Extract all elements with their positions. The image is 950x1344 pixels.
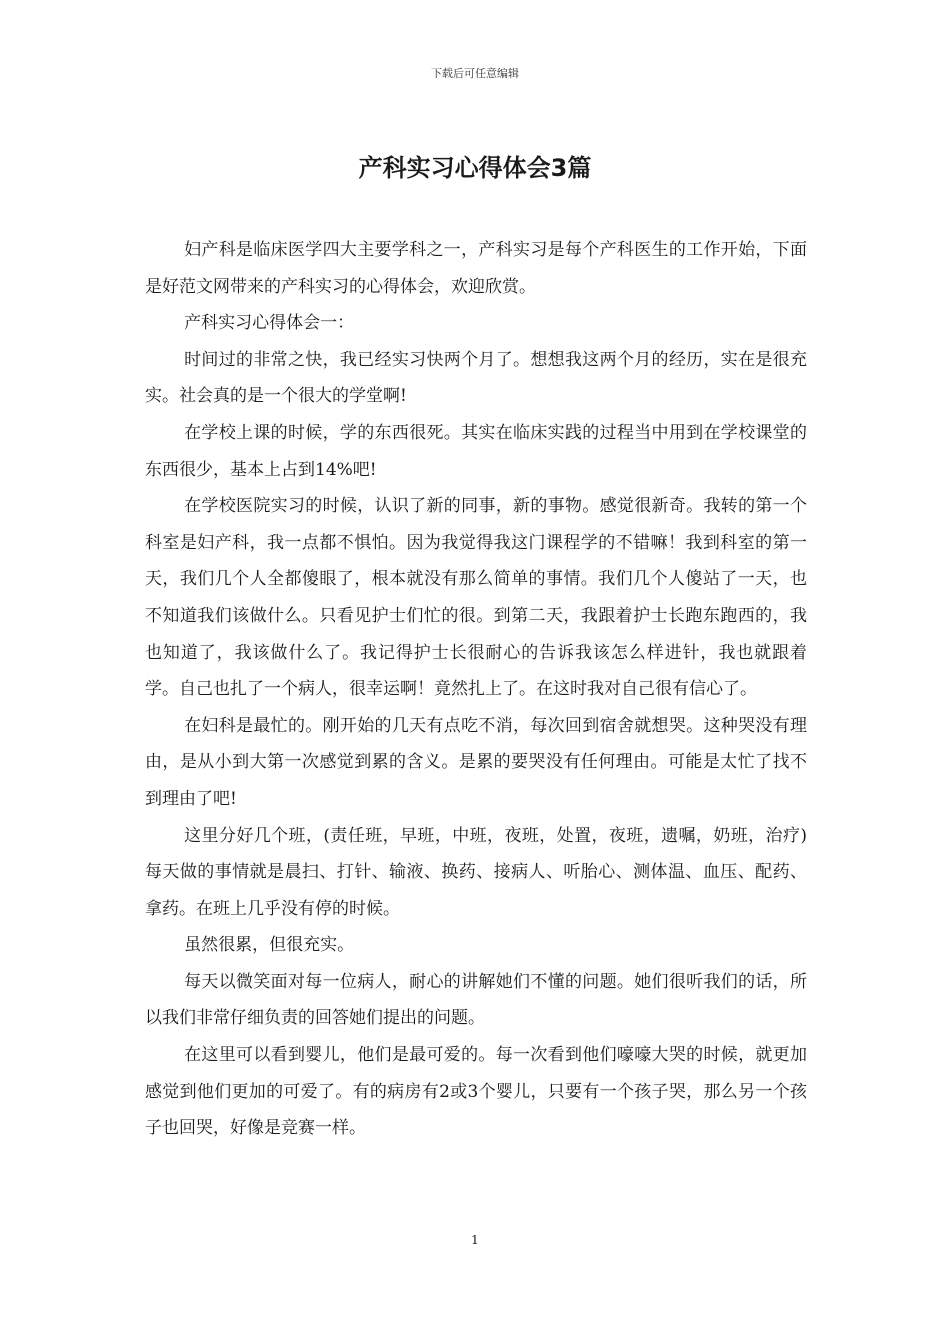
document-body [145, 232, 807, 1147]
document-title: 产科实习心得体会3篇 [358, 154, 592, 182]
paragraph: 每天以微笑面对每一位病人，耐心的讲解她们不懂的问题。她们很听我们的话，所以我们非常仔细负责的回答她们提出的问题。 [145, 971, 807, 1029]
paragraph: 在妇科是最忙的。刚开始的几天有点吃不消，每次回到宿舍就想哭。这种哭没有理由，是从小到大第一次感觉到累的含义。是累的要哭没有任何理由。可能是太忙了找不到理由了吧! [145, 715, 807, 809]
paragraph: 在学校医院实习的时候，认识了新的同事，新的事物。感觉很新奇。我转的第一个科室是妇产科，我一点都不惧怕。因为我觉得我这门课程学的不错嘛！我到科室的第一天，我们几个人全都傻眼了，根本就没有那么简单的事情。我们几个人傻站了一天，也不知道我们该做什么。只看见护士们忙的很。到第二天，我跟着护士长跑东跑西的，我也知道了，我该做什么了。我记得护士长很耐心的告诉我该怎么样进针，我也就跟着学。自己也扎了一个病人，很幸运啊！竟然扎上了。在这时我对自己很有信心了。 [145, 496, 807, 700]
paragraph: 时间过的非常之快，我已经实习快两个月了。想想我这两个月的经历，实在是很充实。社会真的是一个很大的学堂啊! [145, 349, 807, 407]
paragraph: 产科实习心得体会一： [184, 313, 355, 334]
paragraph: 在学校上课的时候，学的东西很死。其实在临床实践的过程当中用到在学校课堂的东西很少，基本上占到14%吧! [145, 422, 807, 480]
paragraph: 妇产科是临床医学四大主要学科之一，产科实习是每个产科医生的工作开始，下面是好范文网带来的产科实习的心得体会，欢迎欣赏。 [145, 240, 807, 297]
header-note: 下载后可任意编辑 [431, 67, 519, 80]
paragraph: 虽然很累，但很充实。 [184, 935, 355, 956]
page-number: 1 [471, 1233, 479, 1247]
paragraph: 这里分好几个班，(责任班，早班，中班，夜班，处置，夜班，遗嘱，奶班，治疗)每天做的事情就是晨扫、打针、输液、换药、接病人、听胎心、测体温、血压、配药、拿药。在班上几乎没有停的时候。 [145, 825, 807, 919]
paragraph: 在这里可以看到婴儿，他们是最可爱的。每一次看到他们嚎嚎大哭的时候，就更加感觉到他们更加的可爱了。有的病房有2或3个婴儿，只要有一个孩子哭，那么另一个孩子也回哭，好像是竞赛一样。 [145, 1045, 807, 1139]
